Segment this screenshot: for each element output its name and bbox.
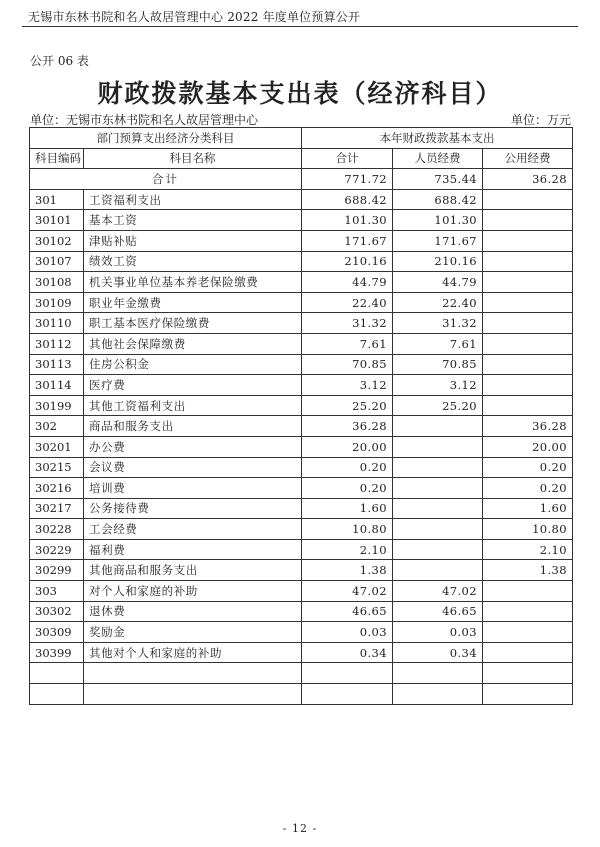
public-cell: 0.20 — [483, 478, 573, 499]
header-group-row — [30, 128, 573, 149]
public-cell — [483, 395, 573, 416]
personnel-cell: 44.79 — [393, 272, 483, 293]
table-row — [30, 457, 573, 478]
total-cell: 46.65 — [302, 601, 393, 622]
table-row — [30, 684, 573, 705]
total-cell: 1.38 — [302, 560, 393, 581]
personnel-cell — [393, 560, 483, 581]
name-cell: 其他工资福利支出 — [84, 395, 302, 416]
table-row — [30, 395, 573, 416]
name-cell: 商品和服务支出 — [84, 416, 302, 437]
page-number: - 12 - — [282, 822, 318, 835]
table-row — [30, 622, 573, 643]
total-cell: 0.20 — [302, 478, 393, 499]
personnel-cell: 735.44 — [393, 169, 483, 190]
total-label: 合计 — [30, 169, 302, 190]
total-cell: 70.85 — [302, 354, 393, 375]
code-cell: 30112 — [30, 333, 84, 354]
public-cell — [483, 375, 573, 396]
column-header-total: 合计 — [302, 148, 393, 169]
table-number: 公开 06 表 — [30, 54, 89, 68]
total-cell: 0.34 — [302, 642, 393, 663]
public-cell: 36.28 — [483, 416, 573, 437]
public-cell — [483, 663, 573, 684]
total-cell: 3.12 — [302, 375, 393, 396]
personnel-cell: 22.40 — [393, 292, 483, 313]
table-row — [30, 581, 573, 602]
total-cell: 101.30 — [302, 210, 393, 231]
code-cell: 30228 — [30, 519, 84, 540]
public-cell — [483, 230, 573, 251]
name-cell: 其他对个人和家庭的补助 — [84, 642, 302, 663]
group-header-classification: 部门预算支出经济分类科目 — [30, 128, 302, 149]
total-cell: 1.60 — [302, 498, 393, 519]
personnel-cell — [393, 416, 483, 437]
column-header-public: 公用经费 — [483, 148, 573, 169]
public-cell — [483, 292, 573, 313]
code-cell: 30109 — [30, 292, 84, 313]
public-cell — [483, 251, 573, 272]
personnel-cell: 3.12 — [393, 375, 483, 396]
code-cell: 302 — [30, 416, 84, 437]
public-cell — [483, 313, 573, 334]
page-title: 财政拨款基本支出表（经济科目） — [97, 79, 503, 108]
group-header-basic-expenditure: 本年财政拨款基本支出 — [302, 128, 573, 149]
total-cell: 171.67 — [302, 230, 393, 251]
name-cell: 会议费 — [84, 457, 302, 478]
code-cell: 30217 — [30, 498, 84, 519]
code-cell: 30114 — [30, 375, 84, 396]
table-row — [30, 210, 573, 231]
total-cell: 44.79 — [302, 272, 393, 293]
personnel-cell: 31.32 — [393, 313, 483, 334]
budget-table — [29, 127, 573, 705]
name-cell: 医疗费 — [84, 375, 302, 396]
table-row — [30, 230, 573, 251]
table-row — [30, 416, 573, 437]
personnel-cell — [393, 457, 483, 478]
personnel-cell: 0.03 — [393, 622, 483, 643]
code-cell: 30108 — [30, 272, 84, 293]
personnel-cell — [393, 663, 483, 684]
total-cell: 22.40 — [302, 292, 393, 313]
name-cell: 基本工资 — [84, 210, 302, 231]
personnel-cell: 210.16 — [393, 251, 483, 272]
code-cell: 30399 — [30, 642, 84, 663]
name-cell: 其他社会保障缴费 — [84, 333, 302, 354]
name-cell: 住房公积金 — [84, 354, 302, 375]
personnel-cell: 688.42 — [393, 189, 483, 210]
table-row — [30, 663, 573, 684]
table-row — [30, 313, 573, 334]
total-cell: 2.10 — [302, 539, 393, 560]
code-cell: 30302 — [30, 601, 84, 622]
unit-name: 单位：无锡市东林书院和名人故居管理中心 — [30, 113, 259, 127]
public-cell — [483, 210, 573, 231]
table-row — [30, 642, 573, 663]
name-cell: 绩效工资 — [84, 251, 302, 272]
total-cell: 7.61 — [302, 333, 393, 354]
personnel-cell — [393, 436, 483, 457]
table-row — [30, 251, 573, 272]
total-cell: 20.00 — [302, 436, 393, 457]
total-cell: 25.20 — [302, 395, 393, 416]
code-cell: 301 — [30, 189, 84, 210]
name-cell: 对个人和家庭的补助 — [84, 581, 302, 602]
name-cell: 奖励金 — [84, 622, 302, 643]
table-row — [30, 519, 573, 540]
personnel-cell: 171.67 — [393, 230, 483, 251]
name-cell: 职工基本医疗保险缴费 — [84, 313, 302, 334]
total-cell: 36.28 — [302, 416, 393, 437]
name-cell: 工资福利支出 — [84, 189, 302, 210]
name-cell: 津贴补贴 — [84, 230, 302, 251]
public-cell — [483, 622, 573, 643]
public-cell — [483, 272, 573, 293]
code-cell: 303 — [30, 581, 84, 602]
table-row — [30, 498, 573, 519]
name-cell: 工会经费 — [84, 519, 302, 540]
table-row — [30, 354, 573, 375]
public-cell: 36.28 — [483, 169, 573, 190]
code-cell: 30101 — [30, 210, 84, 231]
personnel-cell: 101.30 — [393, 210, 483, 231]
total-cell: 10.80 — [302, 519, 393, 540]
total-cell: 0.03 — [302, 622, 393, 643]
personnel-cell: 46.65 — [393, 601, 483, 622]
code-cell: 30299 — [30, 560, 84, 581]
personnel-cell — [393, 519, 483, 540]
name-cell: 职业年金缴费 — [84, 292, 302, 313]
personnel-cell: 47.02 — [393, 581, 483, 602]
public-cell: 2.10 — [483, 539, 573, 560]
code-cell — [30, 684, 84, 705]
total-cell: 0.20 — [302, 457, 393, 478]
public-cell — [483, 354, 573, 375]
code-cell: 30110 — [30, 313, 84, 334]
personnel-cell: 70.85 — [393, 354, 483, 375]
table-row — [30, 292, 573, 313]
table-row — [30, 478, 573, 499]
code-cell: 30102 — [30, 230, 84, 251]
public-cell — [483, 333, 573, 354]
public-cell: 1.38 — [483, 560, 573, 581]
public-cell — [483, 601, 573, 622]
total-cell: 688.42 — [302, 189, 393, 210]
code-cell — [30, 663, 84, 684]
table-row — [30, 375, 573, 396]
name-cell: 福利费 — [84, 539, 302, 560]
name-cell: 机关事业单位基本养老保险缴费 — [84, 272, 302, 293]
total-cell — [302, 663, 393, 684]
document-header: 无锡市东林书院和名人故居管理中心 2022 年度单位预算公开 — [28, 10, 361, 24]
column-header-code: 科目编码 — [30, 148, 84, 169]
personnel-cell: 7.61 — [393, 333, 483, 354]
total-cell — [302, 684, 393, 705]
column-header-personnel: 人员经费 — [393, 148, 483, 169]
name-cell — [84, 663, 302, 684]
code-cell: 30199 — [30, 395, 84, 416]
name-cell: 退休费 — [84, 601, 302, 622]
table-row — [30, 333, 573, 354]
total-cell: 47.02 — [302, 581, 393, 602]
table-row — [30, 560, 573, 581]
code-cell: 30201 — [30, 436, 84, 457]
public-cell — [483, 684, 573, 705]
personnel-cell: 0.34 — [393, 642, 483, 663]
code-cell: 30215 — [30, 457, 84, 478]
name-cell: 办公费 — [84, 436, 302, 457]
public-cell: 0.20 — [483, 457, 573, 478]
table-row — [30, 272, 573, 293]
name-cell: 其他商品和服务支出 — [84, 560, 302, 581]
total-row — [30, 169, 573, 190]
public-cell: 10.80 — [483, 519, 573, 540]
personnel-cell — [393, 539, 483, 560]
public-cell — [483, 581, 573, 602]
column-header-name: 科目名称 — [84, 148, 302, 169]
personnel-cell — [393, 498, 483, 519]
public-cell: 1.60 — [483, 498, 573, 519]
personnel-cell: 25.20 — [393, 395, 483, 416]
code-cell: 30216 — [30, 478, 84, 499]
table-row — [30, 189, 573, 210]
name-cell: 公务接待费 — [84, 498, 302, 519]
header-divider — [22, 26, 578, 27]
total-cell: 771.72 — [302, 169, 393, 190]
name-cell: 培训费 — [84, 478, 302, 499]
code-cell: 30107 — [30, 251, 84, 272]
total-cell: 210.16 — [302, 251, 393, 272]
table-row — [30, 436, 573, 457]
code-cell: 30113 — [30, 354, 84, 375]
public-cell — [483, 189, 573, 210]
table-row — [30, 601, 573, 622]
code-cell: 30229 — [30, 539, 84, 560]
personnel-cell — [393, 478, 483, 499]
public-cell: 20.00 — [483, 436, 573, 457]
personnel-cell — [393, 684, 483, 705]
public-cell — [483, 642, 573, 663]
name-cell — [84, 684, 302, 705]
table-row — [30, 539, 573, 560]
total-cell: 31.32 — [302, 313, 393, 334]
column-header-row — [30, 148, 573, 169]
code-cell: 30309 — [30, 622, 84, 643]
currency-unit: 单位：万元 — [510, 113, 571, 127]
